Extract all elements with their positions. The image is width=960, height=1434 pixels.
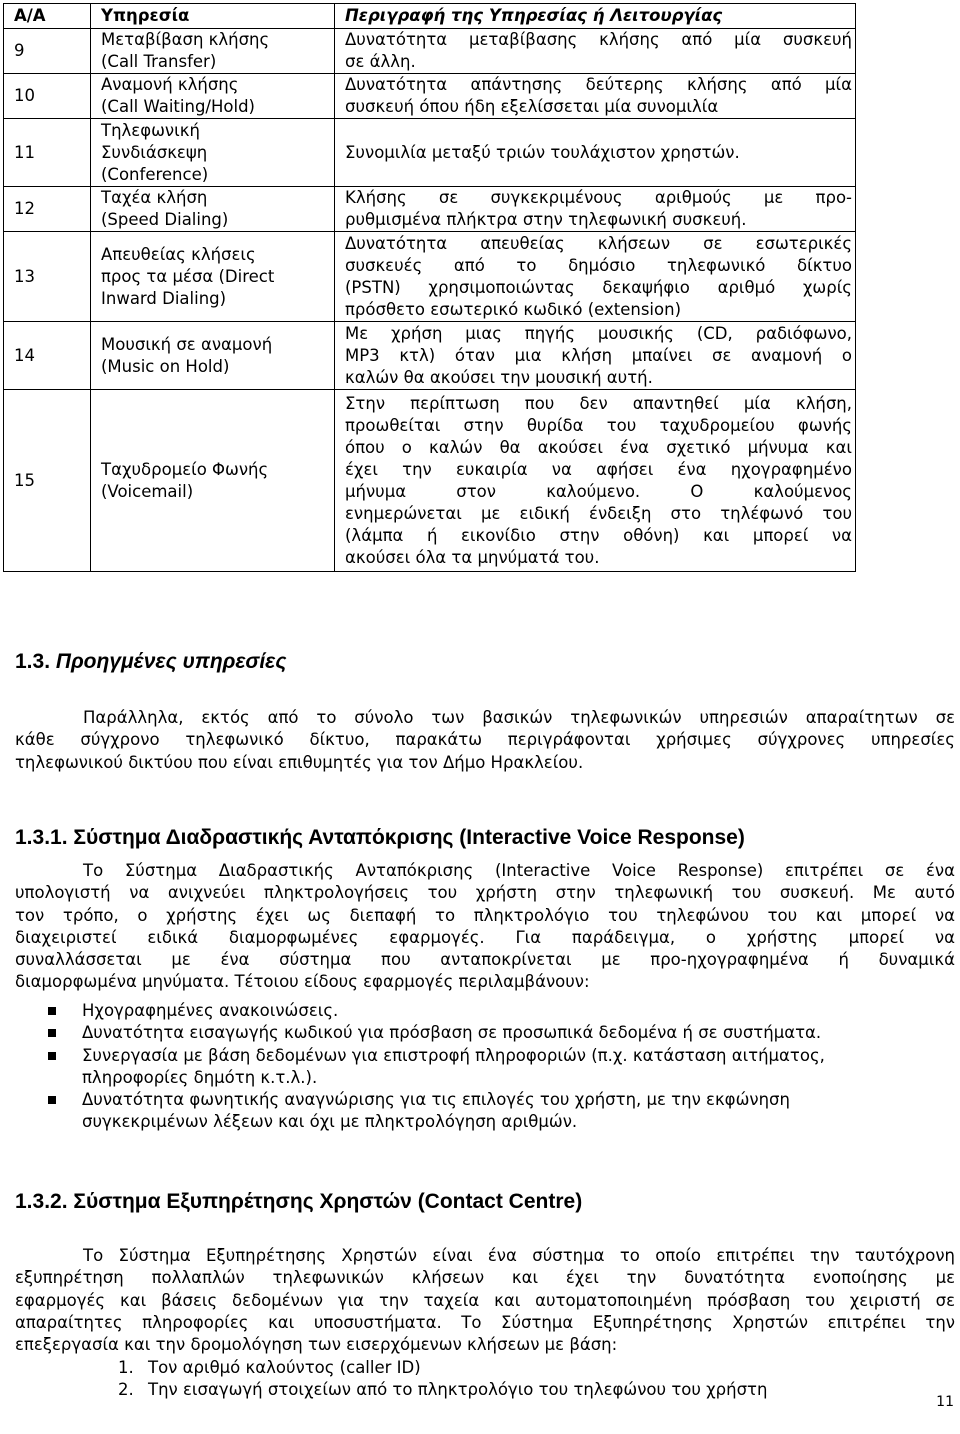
row-number: 11 bbox=[4, 119, 91, 187]
row-service bbox=[91, 29, 335, 74]
text-line: Στην περίπτωση που δεν απαντηθεί μία κλήση, bbox=[345, 393, 852, 413]
section-title: Προηγμένες υπηρεσίες bbox=[55, 650, 287, 673]
table-row bbox=[4, 29, 856, 74]
header-num: Α/Α bbox=[4, 4, 91, 29]
list-item-number: 1. bbox=[118, 1358, 134, 1377]
ivr-paragraph bbox=[15, 860, 955, 994]
section-heading-1-3-2: 1.3.2. Σύστημα Εξυπηρέτησης Χρηστών (Contact Centre) bbox=[15, 1190, 583, 1213]
text-line: Δυνατότητα εισαγωγής κωδικού για πρόσβαση σε προσωπικά δεδομένα ή σε συστήματα. bbox=[82, 1023, 822, 1043]
row-service bbox=[91, 390, 335, 572]
text-line: όπου ο καλών θα ακούσει ένα σχετικό μήνυμα και bbox=[345, 437, 852, 457]
list-item-number: 2. bbox=[118, 1380, 134, 1400]
text-line: συγκεκριμένων λέξεων και όχι με πληκτρολόγηση αριθμών. bbox=[82, 1112, 578, 1132]
service-line: (Music on Hold) bbox=[101, 356, 230, 376]
ivr-bullet-list bbox=[48, 1000, 955, 1134]
table-row bbox=[4, 74, 856, 119]
service-line: (Call Waiting/Hold) bbox=[101, 97, 255, 116]
section-heading-1-3 bbox=[15, 650, 286, 674]
text-line: τηλεφωνικού δικτύου που είναι επιθυμητές για τον Δήμο Ηρακλείου. bbox=[15, 752, 584, 772]
text-line: υπολογιστή να ανιχνεύει πληκτρολογήσεις του χρήστη στην τηλεφωνική του συσκευή. Με αυτό bbox=[15, 883, 955, 903]
text-line: (λάμπα ή εικονίδιο στην οθόνη) και μπορεί να bbox=[345, 525, 852, 545]
contact-centre-numbered-list bbox=[118, 1357, 767, 1402]
row-service bbox=[91, 187, 335, 232]
text-line: Δυνατότητα απάντησης δεύτερης κλήσης από μία bbox=[345, 75, 852, 94]
text-line: διαμορφωμένα μηνύματα. Τέτοιου είδους εφαρμογές περιλαμβάνουν: bbox=[15, 972, 590, 992]
list-item bbox=[118, 1379, 767, 1401]
row-number: 13 bbox=[4, 232, 91, 322]
row-description bbox=[335, 29, 856, 74]
text-line: Το Σύστημα Διαδραστικής Ανταπόκρισης (Interactive Voice Response) επιτρέπει σε ένα bbox=[83, 861, 955, 880]
table-row bbox=[4, 322, 856, 390]
text-line: συσκευές από το δημόσιο τηλεφωνικό δίκτυο bbox=[345, 255, 852, 275]
service-line: Τηλεφωνική bbox=[101, 120, 200, 140]
table-row bbox=[4, 232, 856, 322]
text-line: ακούσει όλα τα μηνύματά του. bbox=[345, 547, 600, 567]
service-line: Αναμονή κλήσης bbox=[101, 75, 239, 94]
service-line: (Conference) bbox=[101, 164, 209, 184]
service-line: Μεταβίβαση κλήσης bbox=[101, 30, 270, 49]
text-line: Κλήσης σε συγκεκριμένους αριθμούς με προ- bbox=[345, 188, 852, 207]
row-description bbox=[335, 119, 856, 187]
header-service: Υπηρεσία bbox=[91, 4, 335, 29]
text-line: κάθε σύγχρονο τηλεφωνικό δίκτυο, παρακάτω περιγράφονται χρήσιμες σύγχρονες υπηρεσίες bbox=[15, 730, 955, 750]
list-item bbox=[48, 1045, 955, 1090]
bullet-square-icon bbox=[48, 1007, 56, 1015]
text-line: έχει την ευκαιρία να αφήσει ένα ηχογραφημένο bbox=[345, 459, 852, 479]
text-line: (PSTN) χρησιμοποιώντας δεκαψήφιο αριθμό χωρίς bbox=[345, 277, 852, 297]
text-line: Δυνατότητα απευθείας κλήσεων σε εσωτερικές bbox=[345, 233, 852, 253]
row-number: 9 bbox=[4, 29, 91, 74]
text-line: Δυνατότητα μεταβίβασης κλήσης από μία συσκευή bbox=[345, 30, 852, 49]
text-line: προωθείται στην θυρίδα του ταχυδρομείου φωνής bbox=[345, 415, 852, 435]
text-line: συναλλάσσεται με ένα σύστημα που ανταποκρίνεται με προ-ηχογραφημένα ή δυναμικά bbox=[15, 950, 955, 970]
list-item bbox=[48, 1022, 955, 1044]
text-line: πληροφορίες δημότη κ.τ.λ.). bbox=[82, 1067, 318, 1087]
text-line: πρόσθετο εσωτερικό κωδικό (extension) bbox=[345, 299, 682, 319]
row-service bbox=[91, 74, 335, 119]
row-number: 10 bbox=[4, 74, 91, 119]
service-line: Απευθείας κλήσεις bbox=[101, 244, 256, 264]
intro-paragraph bbox=[15, 707, 955, 774]
text-line: Ηχογραφημένες ανακοινώσεις. bbox=[82, 1001, 339, 1020]
row-service bbox=[91, 119, 335, 187]
list-item bbox=[48, 1089, 955, 1134]
text-line: συσκευή όπου ήδη εξελίσσεται μία συνομιλία bbox=[345, 97, 719, 116]
text-line: Δυνατότητα φωνητικής αναγνώρισης για τις επιλογές του χρήστη, με την εκφώνηση bbox=[82, 1090, 790, 1110]
text-line: Με χρήση μιας πηγής μουσικής (CD, ραδιόφωνο, bbox=[345, 323, 852, 343]
text-line: Συνεργασία με βάση δεδομένων για επιστροφή πληροφοριών (π.χ. κατάσταση αιτήματος, bbox=[82, 1045, 825, 1065]
text-line: εφαρμογές και βάσεις δεδομένων για την ταχεία και αυτοματοποιημένη πρόσβαση του χειριστή σε bbox=[15, 1290, 955, 1310]
text-line: τον τρόπο, ο χρήστης έχει ως διεπαφή το πληκτρολόγιο του τηλεφώνου του και μπορεί να bbox=[15, 905, 955, 925]
header-description: Περιγραφή της Υπηρεσίας ή Λειτουργίας bbox=[335, 4, 856, 29]
text-line: απαραίτητες πληροφορίες και υποσυστήματα. Το Σύστημα Εξυπηρέτησης Χρηστών επιτρέπει την bbox=[15, 1312, 955, 1332]
text-line: εξυπηρέτηση πολλαπλών τηλεφωνικών κλήσεων και έχει την δυνατότητα ενοποίησης με bbox=[15, 1268, 955, 1288]
bullet-square-icon bbox=[48, 1052, 56, 1060]
text-line: μήνυμα στον καλούμενο. Ο καλούμενος bbox=[345, 481, 852, 501]
service-line: Μουσική σε αναμονή bbox=[101, 334, 273, 354]
section-heading-1-3-1: 1.3.1. Σύστημα Διαδραστικής Ανταπόκρισης (Interactive Voice Response) bbox=[15, 826, 745, 849]
row-description bbox=[335, 390, 856, 572]
text-line: καλών θα ακούσει την μουσική αυτή. bbox=[345, 367, 653, 387]
table-row bbox=[4, 119, 856, 187]
service-line: Ταχυδρομείο Φωνής bbox=[101, 459, 269, 479]
row-service bbox=[91, 322, 335, 390]
services-table bbox=[3, 3, 856, 572]
text-line: ρυθμισμένα πλήκτρα στην τηλεφωνική συσκευή. bbox=[345, 210, 747, 229]
list-item bbox=[118, 1357, 767, 1379]
list-item bbox=[48, 1000, 955, 1022]
list-item-text: Τον αριθμό καλούντος (caller ID) bbox=[148, 1358, 421, 1377]
service-line: Inward Dialing) bbox=[101, 288, 227, 308]
text-line: Συνομιλία μεταξύ τριών τουλάχιστον χρηστών. bbox=[345, 142, 740, 162]
table-row bbox=[4, 187, 856, 232]
text-line: σε άλλη. bbox=[345, 52, 416, 71]
row-number: 12 bbox=[4, 187, 91, 232]
row-service bbox=[91, 232, 335, 322]
service-line: (Speed Dialing) bbox=[101, 210, 229, 229]
row-description bbox=[335, 74, 856, 119]
service-line: Συνδιάσκεψη bbox=[101, 142, 208, 162]
table-row bbox=[4, 390, 856, 572]
service-line: (Call Transfer) bbox=[101, 52, 217, 71]
bullet-square-icon bbox=[48, 1029, 56, 1037]
service-line: Ταχέα κλήση bbox=[101, 188, 208, 207]
bullet-square-icon bbox=[48, 1096, 56, 1104]
list-item-text: Την εισαγωγή στοιχείων από το πληκτρολόγιο του τηλεφώνου του χρήστη bbox=[148, 1380, 768, 1400]
text-line: Παράλληλα, εκτός από το σύνολο των βασικών τηλεφωνικών υπηρεσιών απαραίτητων σε bbox=[83, 708, 955, 727]
text-line: Το Σύστημα Εξυπηρέτησης Χρηστών είναι ένα σύστημα το οποίο επιτρέπει την ταυτόχρονη bbox=[83, 1246, 955, 1265]
text-line: επεξεργασία και την δρομολόγηση των εισερχόμενων κλήσεων με βάση: bbox=[15, 1335, 618, 1355]
section-number: 1.3. bbox=[15, 650, 51, 673]
service-line: προς τα μέσα (Direct bbox=[101, 266, 275, 286]
row-description bbox=[335, 322, 856, 390]
text-line: MP3 κτλ) όταν μια κλήση μπαίνει σε αναμονή ο bbox=[345, 345, 852, 365]
service-line: (Voicemail) bbox=[101, 481, 194, 501]
row-number: 15 bbox=[4, 390, 91, 572]
row-description bbox=[335, 232, 856, 322]
table-header-row bbox=[4, 4, 856, 29]
contact-centre-paragraph bbox=[15, 1245, 955, 1356]
text-line: ενημερώνεται με ειδική ένδειξη στο τηλέφωνό του bbox=[345, 503, 852, 523]
text-line: διαχειριστεί ειδικά διαμορφωμένες εφαρμογές. Για παράδειγμα, ο χρήστης μπορεί να bbox=[15, 927, 955, 947]
row-number: 14 bbox=[4, 322, 91, 390]
row-description bbox=[335, 187, 856, 232]
page-number: 11 bbox=[936, 1394, 954, 1410]
